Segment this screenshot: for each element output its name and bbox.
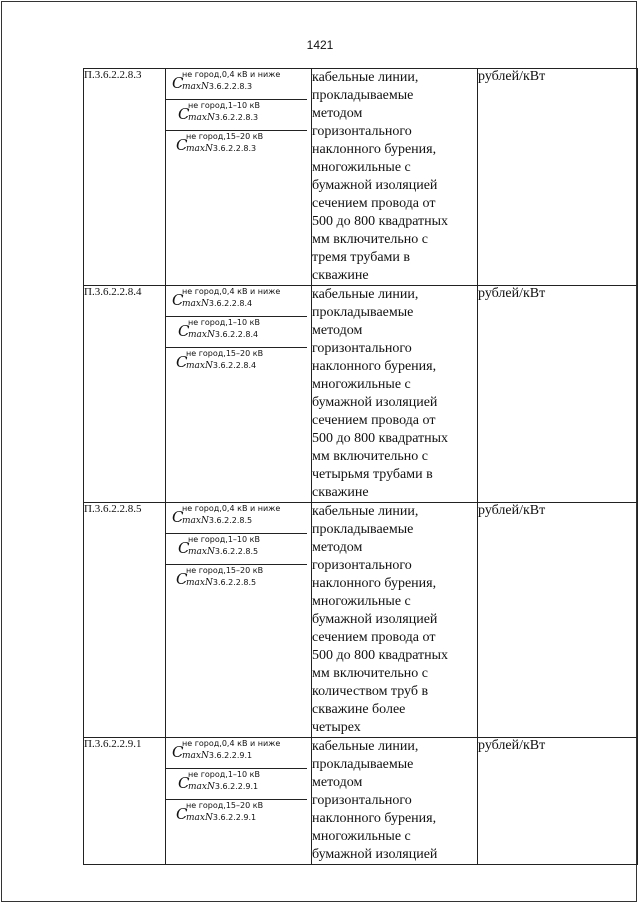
symbol-subscript-variable: maxN <box>188 782 215 792</box>
rate-symbol <box>166 769 307 800</box>
description-line: прокладываемые <box>312 757 414 772</box>
symbol-superscript: не город,15–20 кВ <box>186 801 264 810</box>
description-line: четырьмя трубами в <box>312 467 433 482</box>
symbol-superscript: не город,0,4 кВ и ниже <box>182 287 281 296</box>
symbol-subscript-code: 3.6.2.2.8.5 <box>214 547 259 556</box>
unit-of-measure: рублей/кВт <box>478 69 638 286</box>
symbol-superscript: не город,0,4 кВ и ниже <box>182 70 281 79</box>
symbol-letter: C <box>172 508 184 526</box>
item-code: П.3.6.2.2.9.1 <box>84 738 166 865</box>
description-line: мм включительно с <box>312 449 428 464</box>
rate-symbols <box>166 738 312 865</box>
unit-of-measure: рублей/кВт <box>478 738 638 865</box>
symbol-superscript: не город,15–20 кВ <box>186 132 264 141</box>
symbol-subscript-code: 3.6.2.2.8.3 <box>212 144 257 153</box>
description-line: горизонтального <box>312 558 412 573</box>
description-line: 500 до 800 квадратных <box>312 431 449 446</box>
description-line: прокладываемые <box>312 305 414 320</box>
symbol-subscript-code: 3.6.2.2.8.4 <box>212 361 257 370</box>
description-line: кабельные линии, <box>312 70 419 85</box>
description-line: прокладываемые <box>312 88 414 103</box>
rate-symbol <box>166 100 307 131</box>
symbol-subscript-code: 3.6.2.2.8.3 <box>208 82 253 91</box>
description-line: многожильные с <box>312 160 411 175</box>
symbol-subscript <box>188 548 258 557</box>
symbol-subscript <box>186 145 256 154</box>
description-line: мм включительно с <box>312 232 428 247</box>
symbol-letter: C <box>178 105 190 123</box>
symbol-superscript: не город,1–10 кВ <box>188 535 260 544</box>
symbol-letter: C <box>178 322 190 340</box>
description-line: многожильные с <box>312 594 411 609</box>
symbol-subscript-code: 3.6.2.2.9.1 <box>212 813 257 822</box>
description-line: сечением провода от <box>312 413 436 428</box>
symbol-superscript: не город,15–20 кВ <box>186 566 264 575</box>
symbol-subscript <box>188 331 258 340</box>
symbol-subscript-code: 3.6.2.2.8.4 <box>208 299 253 308</box>
description-line: наклонного бурения, <box>312 142 437 157</box>
symbol-superscript: не город,15–20 кВ <box>186 349 264 358</box>
description-line: 500 до 800 квадратных <box>312 648 449 663</box>
table-row <box>84 286 638 503</box>
symbol-letter: C <box>176 136 188 154</box>
description-line: горизонтального <box>312 793 412 808</box>
description-line: скважине более <box>312 702 406 717</box>
symbol-subscript-code: 3.6.2.2.8.5 <box>208 516 253 525</box>
table-row <box>84 69 638 286</box>
table-row <box>84 503 638 738</box>
description-line: многожильные с <box>312 377 411 392</box>
rate-symbols <box>166 69 312 286</box>
rates-table-body <box>84 69 638 865</box>
description-line: наклонного бурения, <box>312 359 437 374</box>
symbol-subscript-variable: maxN <box>182 751 209 761</box>
symbol-superscript: не город,1–10 кВ <box>188 770 260 779</box>
symbol-subscript <box>188 114 258 123</box>
description-line: скважине <box>312 485 369 500</box>
symbol-letter: C <box>172 743 184 761</box>
description-line: сечением провода от <box>312 196 436 211</box>
symbol-subscript <box>186 362 256 371</box>
symbol-subscript <box>188 783 258 792</box>
symbol-subscript <box>182 83 252 92</box>
rate-symbol <box>166 286 307 317</box>
symbol-subscript <box>186 814 256 823</box>
symbol-subscript-variable: maxN <box>182 516 209 526</box>
description-line: методом <box>312 540 363 555</box>
rate-symbol <box>166 69 307 100</box>
description-line: прокладываемые <box>312 522 414 537</box>
symbol-subscript-code: 3.6.2.2.8.4 <box>214 330 259 339</box>
description-line: кабельные линии, <box>312 287 419 302</box>
symbol-subscript-variable: maxN <box>188 547 215 557</box>
symbol-letter: C <box>178 774 190 792</box>
symbol-subscript-variable: maxN <box>182 82 209 92</box>
rate-symbols <box>166 286 312 503</box>
rate-symbol <box>166 503 307 534</box>
unit-of-measure: рублей/кВт <box>478 503 638 738</box>
description-line: четырех <box>312 720 361 735</box>
description-line: методом <box>312 323 363 338</box>
symbol-subscript-code: 3.6.2.2.8.3 <box>214 113 259 122</box>
rate-symbol <box>166 348 307 384</box>
rate-symbol <box>166 738 307 769</box>
rate-symbol <box>166 534 307 565</box>
symbol-letter: C <box>178 539 190 557</box>
description-line: методом <box>312 106 363 121</box>
symbol-superscript: не город,1–10 кВ <box>188 318 260 327</box>
unit-of-measure: рублей/кВт <box>478 286 638 503</box>
symbol-subscript <box>182 300 252 309</box>
description-line: бумажной изоляцией <box>312 847 438 862</box>
item-code: П.3.6.2.2.8.3 <box>84 69 166 286</box>
symbol-subscript-code: 3.6.2.2.9.1 <box>208 751 253 760</box>
symbol-subscript-variable: maxN <box>186 578 213 588</box>
description-line: многожильные с <box>312 829 411 844</box>
description-line: 500 до 800 квадратных <box>312 214 449 229</box>
description-line: мм включительно с <box>312 666 428 681</box>
description-line: скважине <box>312 268 369 283</box>
symbol-superscript: не город,0,4 кВ и ниже <box>182 504 281 513</box>
description-line: бумажной изоляцией <box>312 178 438 193</box>
table-row <box>84 738 638 865</box>
description-line: горизонтального <box>312 341 412 356</box>
symbol-subscript <box>182 517 252 526</box>
description-line: методом <box>312 775 363 790</box>
description-line: бумажной изоляцией <box>312 612 438 627</box>
description-line: горизонтального <box>312 124 412 139</box>
description-line: наклонного бурения, <box>312 811 437 826</box>
symbol-subscript-variable: maxN <box>182 299 209 309</box>
rate-symbols <box>166 503 312 738</box>
rate-symbol <box>166 317 307 348</box>
item-code: П.3.6.2.2.8.4 <box>84 286 166 503</box>
symbol-letter: C <box>176 570 188 588</box>
description-line: сечением провода от <box>312 630 436 645</box>
description-line: тремя трубами в <box>312 250 411 265</box>
symbol-letter: C <box>176 353 188 371</box>
rates-table <box>83 68 638 865</box>
description-line: количеством труб в <box>312 684 429 699</box>
symbol-subscript-code: 3.6.2.2.9.1 <box>214 782 259 791</box>
symbol-letter: C <box>176 805 188 823</box>
description-line: кабельные линии, <box>312 739 419 754</box>
symbol-subscript-variable: maxN <box>186 144 213 154</box>
symbol-letter: C <box>172 74 184 92</box>
description-line: наклонного бурения, <box>312 576 437 591</box>
description-line: бумажной изоляцией <box>312 395 438 410</box>
symbol-subscript <box>186 579 256 588</box>
symbol-subscript-variable: maxN <box>188 113 215 123</box>
description-line: кабельные линии, <box>312 504 419 519</box>
symbol-superscript: не город,1–10 кВ <box>188 101 260 110</box>
symbol-subscript <box>182 752 252 761</box>
symbol-superscript: не город,0,4 кВ и ниже <box>182 739 281 748</box>
symbol-subscript-code: 3.6.2.2.8.5 <box>212 578 257 587</box>
symbol-subscript-variable: maxN <box>186 361 213 371</box>
item-description <box>312 503 478 738</box>
item-description <box>312 738 478 865</box>
symbol-letter: C <box>172 291 184 309</box>
item-description <box>312 69 478 286</box>
rate-symbol <box>166 131 307 167</box>
symbol-subscript-variable: maxN <box>188 330 215 340</box>
item-description <box>312 286 478 503</box>
item-code: П.3.6.2.2.8.5 <box>84 503 166 738</box>
rate-symbol <box>166 565 307 601</box>
rate-symbol <box>166 800 307 836</box>
symbol-subscript-variable: maxN <box>186 813 213 823</box>
page-number: 1421 <box>306 38 334 52</box>
